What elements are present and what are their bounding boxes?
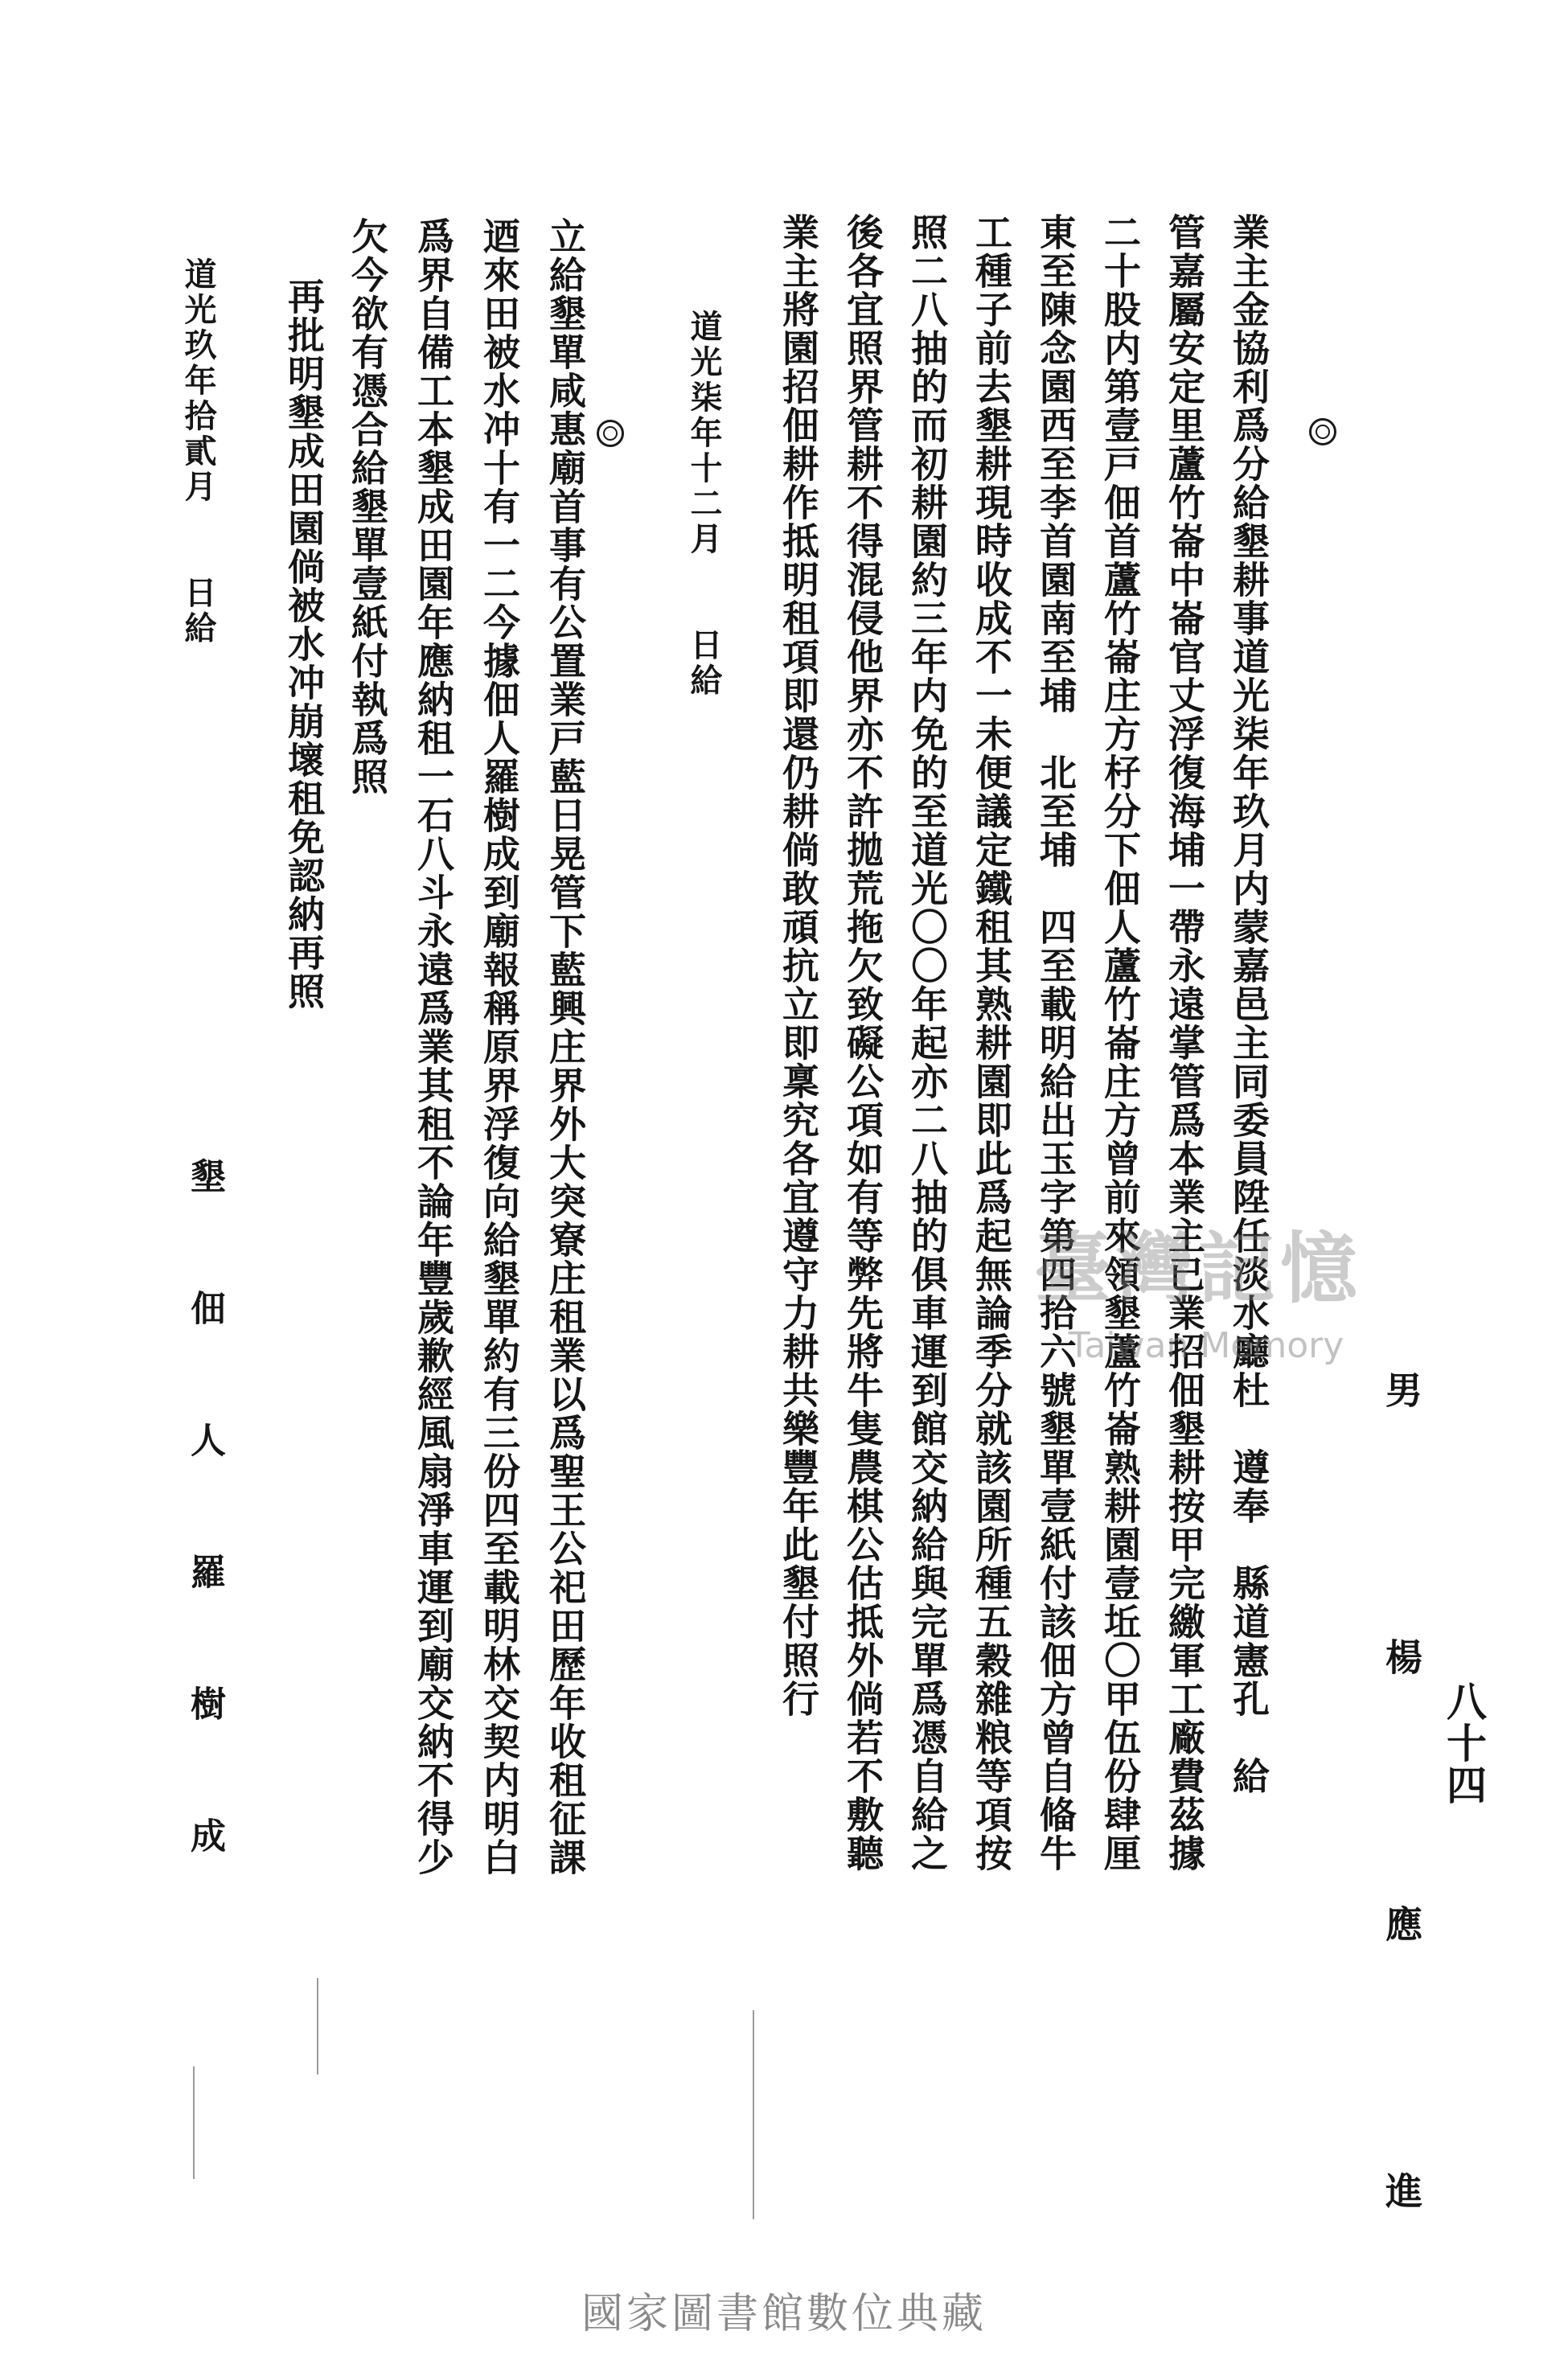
issue-date: 道光柒年十二月 日給 [685, 310, 723, 699]
text-column: 東至陳念園西至李首園南至埔 北至埔 四至載明給出玉字第四拾六號墾單壹紙付該佃方曾自偹牛 [1034, 213, 1077, 1873]
text-column: 爲界自備工本墾成田園年應納租一石八斗永遠爲業其租不論年豐歲歉經風扇淨車運到廟交納不得少 [412, 217, 455, 1877]
text-column: 再批明墾成田園倘被水冲崩壞租免認納再照 [282, 277, 326, 1011]
watermark-subtitle: Taiwan Memory [1068, 1325, 1344, 1366]
text-column: 二十股内第壹戸佃首蘆竹崙庄方杍分下佃人蘆竹崙庄方曾前來領墾蘆竹崙熟耕園壹坵〇甲伍份肆厘 [1098, 213, 1142, 1873]
column-guide-line [317, 1978, 318, 2074]
watermark-logo: 臺灣記憶 [1034, 1224, 1362, 1314]
text-column: 業主將園招佃耕作抵明租項即還仍耕倘敢頑抗立即稟究各宜遵守力耕共樂豐年此墾付照行 [777, 213, 820, 1718]
header-name: 男 楊 應 進 [1380, 1371, 1423, 2305]
text-column: 管嘉屬安定里蘆竹崙中崙官丈浮復海埔一帶永遠掌管爲本業主已業招佃墾耕按甲完繳軍工廠費茲據 [1163, 213, 1206, 1873]
text-column: 迺來田被水冲十有一二今據佃人羅樹成到廟報稱原界浮復向給墾單約有三份四至載明林交契内明白 [478, 217, 521, 1877]
page-number: 八十四 [1440, 1681, 1488, 1806]
circle-marker-icon [1309, 418, 1336, 445]
text-column: 欠今欲有憑合給墾單壹紙付執爲照 [346, 217, 389, 796]
text-column: 業主金協利爲分給墾耕事道光柒年玖月内蒙嘉邑主同委員陞任淡水廳杜 遵奉 縣道憲孔 給 [1227, 213, 1270, 1795]
circle-marker-icon [597, 420, 624, 447]
footer-credit: 國家圖書館數位典藏 [581, 2290, 987, 2338]
column-guide-line [193, 2066, 195, 2179]
issue-date: 道光玖年拾貳月 日給 [179, 257, 217, 646]
tenant-signature: 墾佃人羅樹成 [184, 1158, 225, 1949]
column-guide-line [753, 2010, 754, 2219]
text-column: 後各宜照界管耕不得混侵他界亦不許拋荒拖欠致礙公項如有等弊先將牛隻農棋公估抵外倘若不敷聽 [841, 213, 885, 1873]
text-column: 照二八抽的而初耕園約三年内免的至道光〇〇年起亦二八抽的俱車運到館交納給與完單爲憑自給之 [905, 213, 949, 1873]
text-column: 立給墾單咸惠廟首事有公置業戸藍日晃管下藍興庄界外大突寮庄租業以爲聖王公祀田歷年收租征課 [544, 217, 587, 1877]
text-column: 工種子前去墾耕現時收成不一未便議定鐵租其熟耕園即此爲起無論季分就該園所種五穀雜粮等項按 [970, 213, 1013, 1873]
